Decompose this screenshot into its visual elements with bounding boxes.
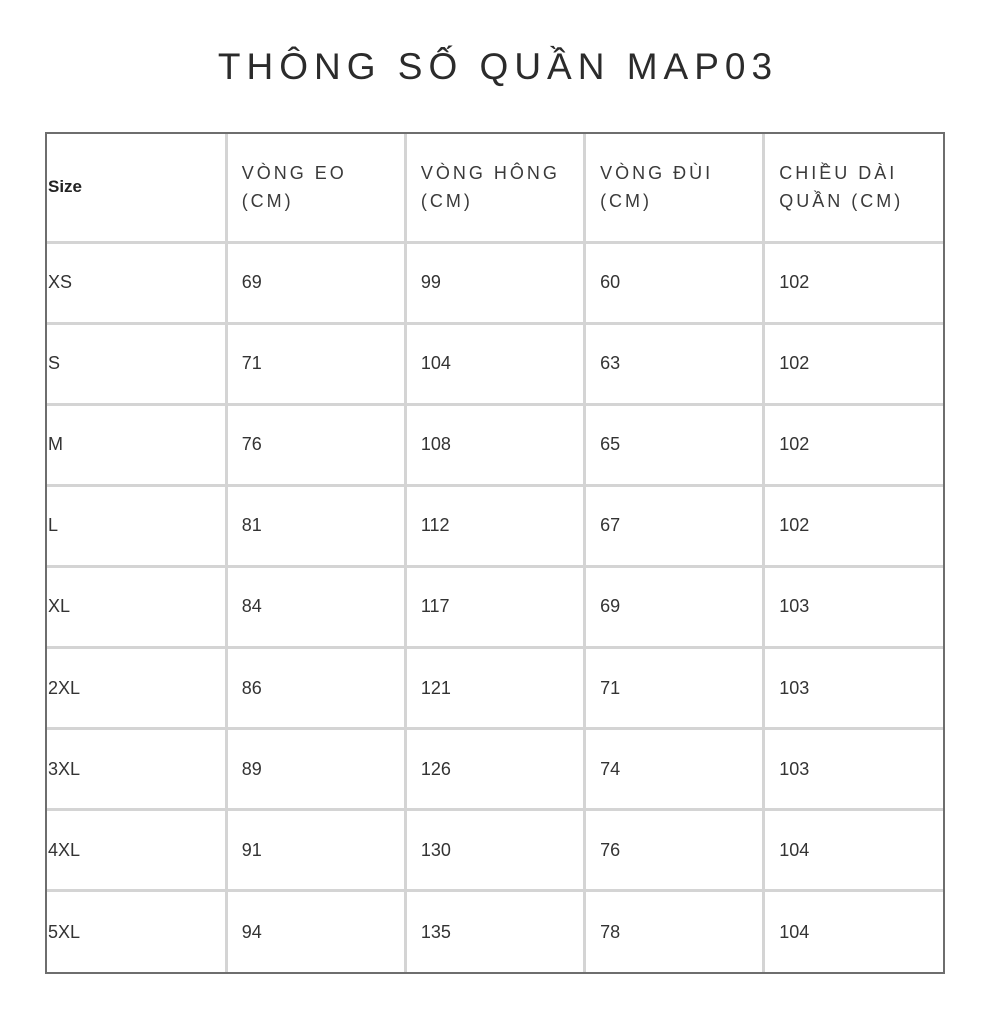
- hip-cell: 99: [405, 242, 584, 323]
- waist-cell: 91: [226, 810, 405, 891]
- table-row: [47, 566, 943, 647]
- page-title: THÔNG SỐ QUẦN MAP03: [217, 45, 779, 87]
- header-line: (CM): [600, 191, 653, 212]
- thigh-cell: 63: [585, 323, 764, 404]
- thigh-cell: 71: [585, 648, 764, 729]
- hip-column-header: [405, 134, 584, 242]
- size-cell: XS: [47, 242, 226, 323]
- thigh-column-header: [585, 134, 764, 242]
- thigh-cell: 76: [585, 810, 764, 891]
- hip-cell: 112: [405, 485, 584, 566]
- hip-cell: 104: [405, 323, 584, 404]
- waist-cell: 84: [226, 566, 405, 647]
- waist-cell: 89: [226, 729, 405, 810]
- length-cell: 102: [764, 323, 943, 404]
- thigh-cell: 65: [585, 404, 764, 485]
- length-cell: 103: [764, 648, 943, 729]
- hip-cell: 126: [405, 729, 584, 810]
- hip-cell: 121: [405, 648, 584, 729]
- thigh-cell: 78: [585, 891, 764, 972]
- header-line: VÒNG ĐÙI: [600, 163, 714, 184]
- hip-cell: 117: [405, 566, 584, 647]
- size-cell: M: [47, 404, 226, 485]
- size-cell: 5XL: [47, 891, 226, 972]
- table-row: [47, 404, 943, 485]
- waist-cell: 81: [226, 485, 405, 566]
- size-cell: S: [47, 323, 226, 404]
- table-header-row: [47, 134, 943, 242]
- size-column-header: Size: [47, 134, 226, 242]
- waist-column-header: [226, 134, 405, 242]
- hip-cell: 108: [405, 404, 584, 485]
- size-chart-table: [45, 132, 945, 974]
- hip-cell: 135: [405, 891, 584, 972]
- thigh-cell: 69: [585, 566, 764, 647]
- thigh-cell: 67: [585, 485, 764, 566]
- length-cell: 103: [764, 566, 943, 647]
- waist-cell: 71: [226, 323, 405, 404]
- size-cell: 4XL: [47, 810, 226, 891]
- thigh-cell: 74: [585, 729, 764, 810]
- header-line: VÒNG EO: [241, 163, 347, 184]
- header-line: QUẦN (CM): [779, 191, 904, 212]
- length-cell: 104: [764, 891, 943, 972]
- table-row: [47, 729, 943, 810]
- header-line: CHIỀU DÀI: [779, 163, 898, 184]
- waist-cell: 86: [226, 648, 405, 729]
- header-line: (CM): [241, 191, 294, 212]
- length-cell: 102: [764, 485, 943, 566]
- table-row: [47, 891, 943, 972]
- table-row: [47, 323, 943, 404]
- waist-cell: 76: [226, 404, 405, 485]
- size-table: [47, 134, 943, 972]
- size-cell: 3XL: [47, 729, 226, 810]
- length-cell: 103: [764, 729, 943, 810]
- table-row: [47, 242, 943, 323]
- size-cell: 2XL: [47, 648, 226, 729]
- size-cell: L: [47, 485, 226, 566]
- header-line: (CM): [420, 191, 473, 212]
- table-row: [47, 485, 943, 566]
- waist-cell: 69: [226, 242, 405, 323]
- header-line: VÒNG HÔNG: [420, 163, 560, 184]
- length-cell: 104: [764, 810, 943, 891]
- length-column-header: [764, 134, 943, 242]
- size-cell: XL: [47, 566, 226, 647]
- hip-cell: 130: [405, 810, 584, 891]
- table-row: [47, 648, 943, 729]
- table-row: [47, 810, 943, 891]
- length-cell: 102: [764, 242, 943, 323]
- thigh-cell: 60: [585, 242, 764, 323]
- length-cell: 102: [764, 404, 943, 485]
- waist-cell: 94: [226, 891, 405, 972]
